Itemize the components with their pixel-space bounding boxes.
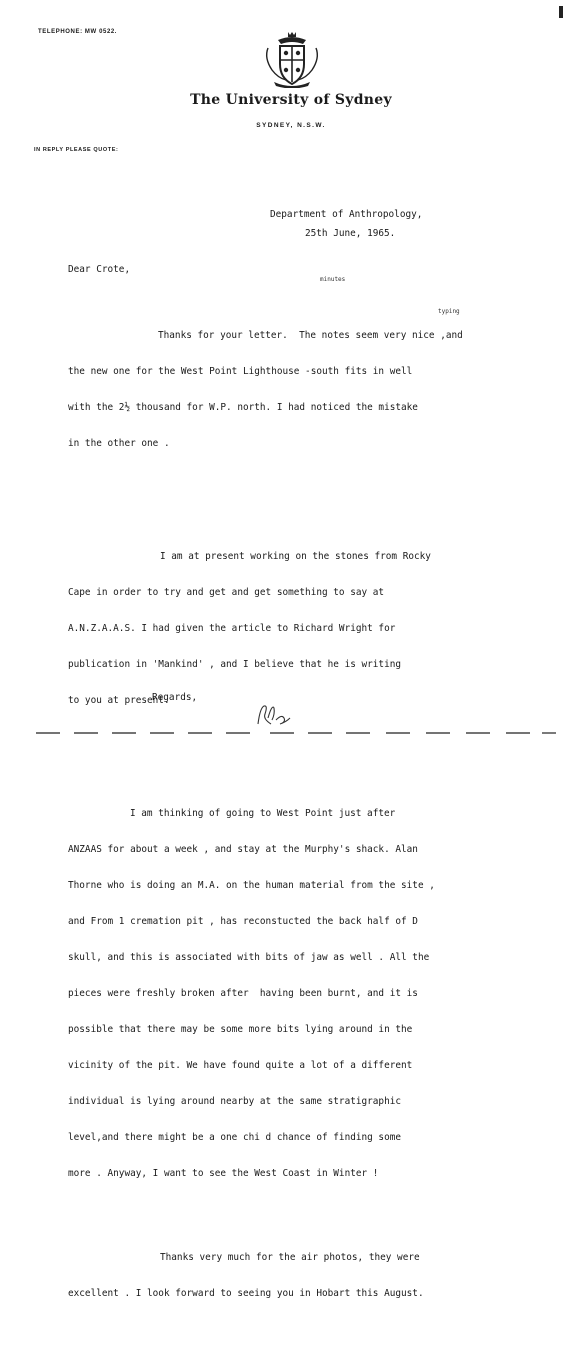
reply-note: IN REPLY PLEASE QUOTE: [34, 147, 119, 153]
footer-dashes [36, 730, 556, 736]
handwritten-insertion: typing [438, 308, 460, 315]
paragraph-1 [68, 306, 568, 474]
university-name: The University of Sydney [190, 92, 392, 108]
letter-body [68, 282, 568, 1348]
telephone-line: TELEPHONE: MW 0522. [38, 29, 118, 35]
text-line: Thanks for your letter. The notes seem very nice ,and [158, 330, 463, 341]
text-line: individual is lying around nearby at the same stratigraphic [68, 1096, 402, 1107]
text-line: to you at present. [68, 695, 170, 706]
city-line: SYDNEY, N.S.W. [256, 122, 326, 129]
department-line: Department of Anthropology, [270, 209, 423, 220]
text-line: A.N.Z.A.A.S. I had given the article to Richard Wright for [68, 623, 396, 634]
text-line: Cape in order to try and get and get something to say at [68, 587, 385, 598]
text-line: excellent . I look forward to seeing you in Hobart this August. [68, 1288, 424, 1299]
letter-date: 25th June, 1965. [305, 228, 396, 239]
handwritten-signature [254, 700, 300, 730]
text-line: more . Anyway, I want to see the West Coast in Winter ! [68, 1168, 379, 1179]
text-line: publication in 'Mankind' , and I believe that he is writing [68, 659, 402, 670]
text-line: the new one for the West Point Lighthouse -south fits in well [68, 366, 413, 377]
text-line: vicinity of the pit. We have found quite a lot of a different [68, 1060, 413, 1071]
closing: Regards, [152, 692, 198, 703]
text-line: I am at present working on the stones from Rocky [160, 551, 431, 562]
text-line: pieces were freshly broken after having been burnt, and it is [68, 988, 418, 999]
scan-mark [559, 6, 563, 18]
text-line: Thanks very much for the air photos, they were [160, 1252, 420, 1263]
salutation: Dear Crote, [68, 264, 131, 275]
text-line: skull, and this is associated with bits of jaw as well . All the [68, 952, 430, 963]
university-crest-icon [262, 30, 322, 88]
text-line: level,and there might be a one chi d chance of finding some [68, 1132, 402, 1143]
text-line: in the other one . [68, 438, 170, 449]
paragraph-3 [68, 784, 568, 1204]
paragraph-2 [68, 527, 568, 731]
text-line: possible that there may be some more bits lying around in the [68, 1024, 413, 1035]
text-line: with the 2½ thousand for W.P. north. I had noticed the mistake [68, 402, 418, 413]
handwritten-insertion: minutes [320, 276, 346, 283]
text-line: Thorne who is doing an M.A. on the human material from the site , [68, 880, 435, 891]
text-line: I am thinking of going to West Point just after [130, 808, 396, 819]
paragraph-4 [68, 1228, 568, 1324]
text-line: and From 1 cremation pit , has reconstucted the back half of D [68, 916, 418, 927]
text-line: ANZAAS for about a week , and stay at the Murphy's shack. Alan [68, 844, 418, 855]
